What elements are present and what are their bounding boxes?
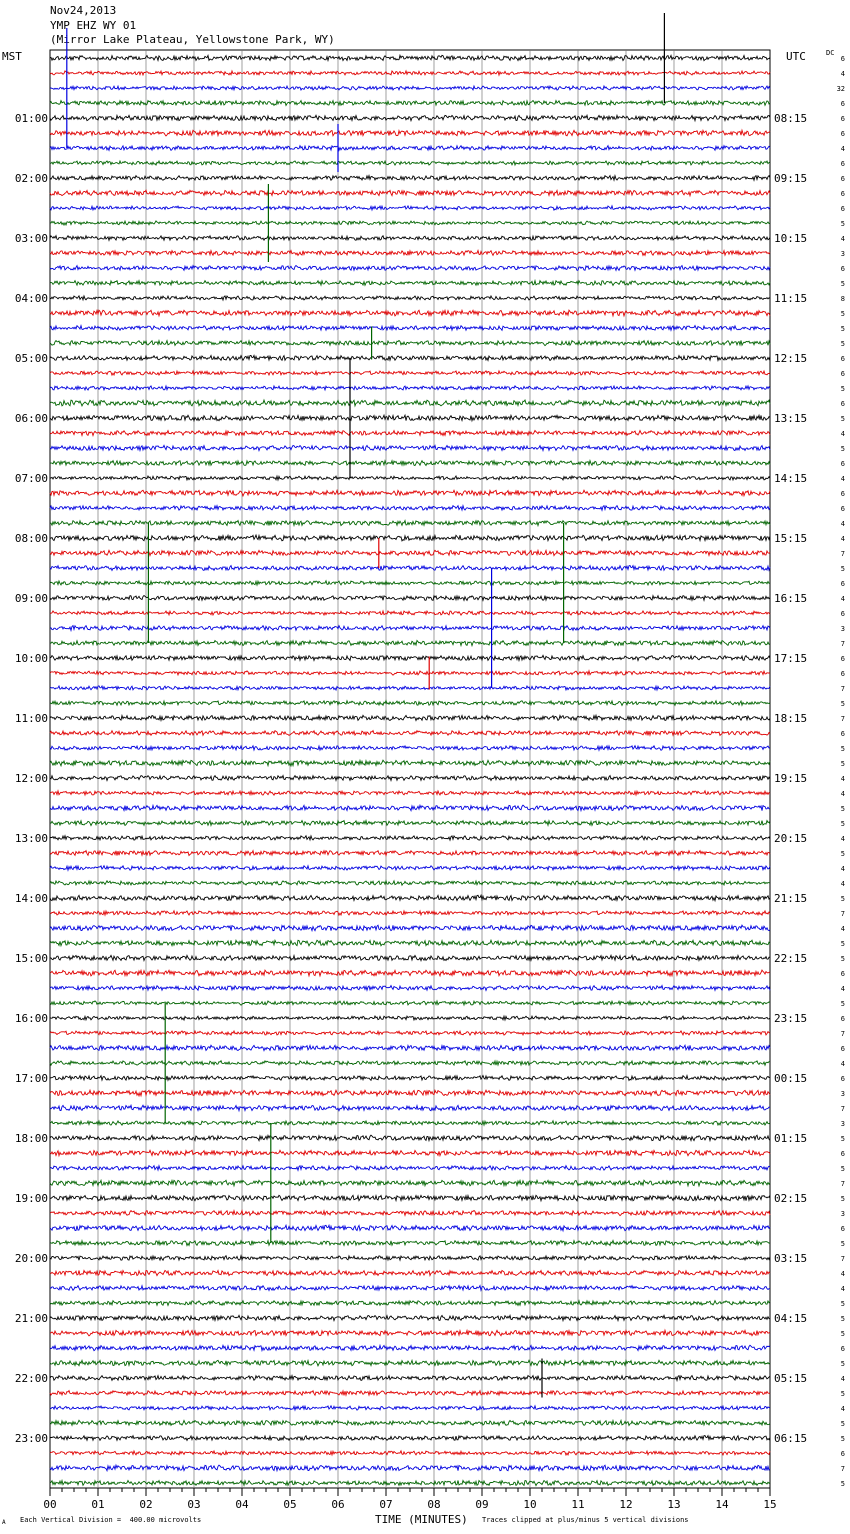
line-value-label: 4 (840, 535, 845, 543)
line-value-label: 6 (840, 610, 845, 618)
seismic-trace (50, 1121, 770, 1125)
seismic-trace (50, 1330, 770, 1336)
line-value-label: 6 (840, 115, 845, 123)
line-value-label: 8 (840, 295, 845, 303)
line-value-label: 5 (840, 340, 845, 348)
seismic-trace (50, 1105, 770, 1110)
seismic-trace (50, 190, 770, 196)
seismic-trace (50, 490, 770, 496)
x-tick-label: 09 (475, 1498, 489, 1511)
left-hour-label: 11:00 (14, 712, 48, 725)
line-value-label: 5 (840, 1000, 845, 1008)
clip-note: Traces clipped at plus/minus 5 vertical divisions (482, 1516, 689, 1524)
x-tick-label: 15 (763, 1498, 777, 1511)
seismic-trace (50, 521, 770, 526)
left-hour-label: 04:00 (14, 292, 48, 305)
line-value-label: 7 (840, 550, 845, 558)
right-hour-label: 10:15 (774, 232, 808, 245)
seismic-trace (50, 326, 770, 331)
right-hour-label: 00:15 (774, 1072, 808, 1085)
grid-layer (50, 50, 770, 1496)
line-value-label: 6 (840, 355, 845, 363)
seismic-trace (50, 940, 770, 946)
left-hour-label: 13:00 (14, 832, 48, 845)
line-value-label: 6 (840, 100, 845, 108)
line-value-label: 5 (840, 445, 845, 453)
right-hour-label: 14:15 (774, 472, 808, 485)
line-value-label: 5 (840, 385, 845, 393)
line-value-label: 4 (840, 235, 845, 243)
seismic-trace (50, 1061, 770, 1066)
seismic-trace (50, 415, 770, 421)
seismic-trace (50, 1180, 770, 1186)
x-tick-label: 11 (571, 1498, 585, 1511)
line-value-label: 6 (840, 1225, 845, 1233)
seismic-trace (50, 550, 770, 555)
line-value-label: 4 (840, 925, 845, 933)
x-tick-label: 08 (427, 1498, 441, 1511)
x-tick-label: 12 (619, 1498, 633, 1511)
line-value-label: 6 (840, 505, 845, 513)
line-value-label: 4 (840, 985, 845, 993)
seismic-trace (50, 1211, 770, 1216)
right-timezone-label: UTC (786, 50, 806, 63)
seismic-trace (50, 1301, 770, 1306)
line-value-label: 7 (840, 1105, 845, 1113)
seismic-trace (50, 671, 770, 675)
line-value-label: 6 (840, 130, 845, 138)
seismic-trace (50, 1286, 770, 1291)
left-hour-label: 02:00 (14, 172, 48, 185)
seismic-trace (50, 1481, 770, 1486)
line-value-label: 5 (840, 955, 845, 963)
line-value-label: 5 (840, 1435, 845, 1443)
seismic-trace (50, 1465, 770, 1471)
line-value-label: 5 (840, 1480, 845, 1488)
line-value-label: 4 (840, 1270, 845, 1278)
line-value-label: 32 (836, 85, 845, 93)
seismic-trace (50, 836, 770, 840)
line-value-label: 4 (840, 595, 845, 603)
left-hour-label: 23:00 (14, 1432, 48, 1445)
seismic-trace (50, 1451, 770, 1455)
seismic-trace (50, 1360, 770, 1366)
right-hour-label: 16:15 (774, 592, 808, 605)
left-hour-label: 09:00 (14, 592, 48, 605)
left-hour-label: 06:00 (14, 412, 48, 425)
left-timezone-label: MST (2, 50, 22, 63)
seismic-trace (50, 371, 770, 375)
line-value-label: 6 (840, 1150, 845, 1158)
x-tick-label: 13 (667, 1498, 681, 1511)
seismic-trace (50, 1135, 770, 1140)
seismic-trace (50, 986, 770, 991)
seismic-trace (50, 911, 770, 915)
seismic-trace (50, 115, 770, 120)
line-value-label: 5 (840, 820, 845, 828)
seismic-trace (50, 760, 770, 766)
line-value-label: 3 (840, 625, 845, 633)
line-value-label: 5 (840, 805, 845, 813)
line-value-label: 7 (840, 1180, 845, 1188)
line-value-label: 5 (840, 760, 845, 768)
left-hour-label: 14:00 (14, 892, 48, 905)
line-value-label: 6 (840, 1075, 845, 1083)
left-hour-label: 22:00 (14, 1372, 48, 1385)
line-value-label: 4 (840, 775, 845, 783)
right-hour-label: 20:15 (774, 832, 808, 845)
seismic-trace (50, 1270, 770, 1275)
seismic-trace (50, 1076, 770, 1081)
line-value-label: 6 (840, 580, 845, 588)
line-value-label: 5 (840, 280, 845, 288)
seismic-trace (50, 776, 770, 781)
seismic-trace (50, 805, 770, 810)
seismic-trace (50, 895, 770, 900)
label-layer (15, 55, 845, 1511)
right-hour-label: 08:15 (774, 112, 808, 125)
seismic-trace (50, 310, 770, 316)
line-value-label: 5 (840, 895, 845, 903)
seismic-trace (50, 296, 770, 300)
seismic-trace (50, 55, 770, 60)
seismic-trace (50, 955, 770, 960)
seismic-trace (50, 146, 770, 151)
line-value-label: 4 (840, 880, 845, 888)
line-value-label: 5 (840, 1300, 845, 1308)
seismic-trace (50, 791, 770, 795)
line-value-label: 4 (840, 1405, 845, 1413)
seismic-trace (50, 611, 770, 615)
x-tick-label: 06 (331, 1498, 345, 1511)
line-value-label: 4 (840, 475, 845, 483)
right-hour-label: 05:15 (774, 1372, 808, 1385)
line-value-label: 4 (840, 145, 845, 153)
line-value-label: 7 (840, 910, 845, 918)
left-hour-label: 01:00 (14, 112, 48, 125)
seismic-trace (50, 1391, 770, 1396)
line-value-label: 5 (840, 220, 845, 228)
trace-layer (50, 55, 770, 1485)
line-value-label: 7 (840, 1465, 845, 1473)
seismic-trace (50, 1225, 770, 1230)
seismic-trace (50, 71, 770, 75)
right-hour-label: 06:15 (774, 1432, 808, 1445)
seismic-trace (50, 445, 770, 450)
dc-label: DC (826, 49, 835, 57)
seismic-trace (50, 1031, 770, 1035)
line-value-label: 5 (840, 310, 845, 318)
station-code: YMP EHZ WY 01 (50, 18, 137, 32)
left-hour-label: 10:00 (14, 652, 48, 665)
x-tick-label: 03 (187, 1498, 201, 1511)
line-value-label: 4 (840, 835, 845, 843)
line-value-label: 4 (840, 1060, 845, 1068)
right-hour-label: 18:15 (774, 712, 808, 725)
right-hour-label: 22:15 (774, 952, 808, 965)
seismic-trace (50, 655, 770, 660)
line-value-label: 6 (840, 970, 845, 978)
seismic-trace (50, 101, 770, 106)
seismic-trace (50, 626, 770, 631)
right-hour-label: 01:15 (774, 1132, 808, 1145)
seismic-trace (50, 1045, 770, 1050)
seismic-trace (50, 281, 770, 286)
footer-mark: A (2, 1519, 6, 1526)
right-hour-label: 13:15 (774, 412, 808, 425)
line-value-label: 5 (840, 700, 845, 708)
left-hour-label: 16:00 (14, 1012, 48, 1025)
seismic-trace (50, 866, 770, 871)
x-tick-label: 04 (235, 1498, 249, 1511)
line-value-label: 5 (840, 1420, 845, 1428)
left-hour-label: 07:00 (14, 472, 48, 485)
seismic-trace (50, 1376, 770, 1381)
line-value-label: 7 (840, 1030, 845, 1038)
left-hour-label: 18:00 (14, 1132, 48, 1145)
x-tick-label: 01 (91, 1498, 105, 1511)
line-value-label: 6 (840, 370, 845, 378)
line-value-label: 5 (840, 415, 845, 423)
seismic-trace (50, 251, 770, 256)
seismic-trace (50, 731, 770, 736)
x-tick-label: 02 (139, 1498, 153, 1511)
seismic-trace (50, 1166, 770, 1171)
record-date: Nov24,2013 (50, 4, 117, 17)
seismic-trace (50, 686, 770, 690)
seismic-trace (50, 176, 770, 181)
scale-note: Each Vertical Division = 400.00 microvolts (20, 1516, 202, 1524)
line-value-label: 6 (840, 265, 845, 273)
line-value-label: 3 (840, 1210, 845, 1218)
line-value-label: 4 (840, 1285, 845, 1293)
seismic-trace (50, 581, 770, 585)
left-hour-label: 17:00 (14, 1072, 48, 1085)
line-value-label: 4 (840, 865, 845, 873)
line-value-label: 7 (840, 1255, 845, 1263)
left-hour-label: 20:00 (14, 1252, 48, 1265)
line-value-label: 5 (840, 1330, 845, 1338)
right-hour-label: 21:15 (774, 892, 808, 905)
seismic-trace (50, 266, 770, 271)
right-hour-label: 09:15 (774, 172, 808, 185)
station-location: (Mirror Lake Plateau, Yellowstone Park, WY) (50, 33, 335, 46)
right-hour-label: 17:15 (774, 652, 808, 665)
line-value-label: 6 (840, 400, 845, 408)
seismic-trace (50, 1001, 770, 1005)
seismic-trace (50, 641, 770, 646)
right-hour-label: 15:15 (774, 532, 808, 545)
left-hour-label: 05:00 (14, 352, 48, 365)
line-value-label: 6 (840, 730, 845, 738)
right-hour-label: 12:15 (774, 352, 808, 365)
seismic-trace (50, 1016, 770, 1020)
spike-layer (67, 13, 665, 1398)
seismic-trace (50, 236, 770, 241)
line-value-label: 5 (840, 1195, 845, 1203)
line-value-label: 5 (840, 1315, 845, 1323)
line-value-label: 7 (840, 640, 845, 648)
line-value-label: 6 (840, 190, 845, 198)
seismic-trace (50, 1241, 770, 1246)
seismic-trace (50, 341, 770, 346)
left-hour-label: 15:00 (14, 952, 48, 965)
line-value-label: 7 (840, 685, 845, 693)
line-value-label: 5 (840, 565, 845, 573)
line-value-label: 3 (840, 1090, 845, 1098)
seismic-trace (50, 461, 770, 466)
seismic-trace (50, 400, 770, 406)
line-value-label: 6 (840, 1345, 845, 1353)
right-hour-label: 04:15 (774, 1312, 808, 1325)
seismic-trace (50, 715, 770, 720)
seismic-trace (50, 881, 770, 886)
line-value-label: 6 (840, 1450, 845, 1458)
seismic-trace (50, 566, 770, 571)
seismic-trace (50, 596, 770, 601)
x-tick-label: 05 (283, 1498, 297, 1511)
seismic-trace (50, 86, 770, 90)
line-value-label: 5 (840, 1135, 845, 1143)
line-value-label: 6 (840, 160, 845, 168)
seismic-trace (50, 701, 770, 706)
line-value-label: 6 (840, 55, 845, 63)
line-value-label: 6 (840, 490, 845, 498)
line-value-label: 5 (840, 1360, 845, 1368)
right-hour-label: 23:15 (774, 1012, 808, 1025)
left-hour-label: 08:00 (14, 532, 48, 545)
left-hour-label: 12:00 (14, 772, 48, 785)
line-value-label: 6 (840, 1015, 845, 1023)
line-value-label: 4 (840, 70, 845, 78)
line-value-label: 5 (840, 940, 845, 948)
line-value-label: 7 (840, 715, 845, 723)
line-value-label: 6 (840, 460, 845, 468)
line-value-label: 5 (840, 850, 845, 858)
seismic-trace (50, 1436, 770, 1441)
line-value-label: 4 (840, 1375, 845, 1383)
line-value-label: 3 (840, 250, 845, 258)
right-hour-label: 11:15 (774, 292, 808, 305)
line-value-label: 6 (840, 205, 845, 213)
seismic-trace (50, 1315, 770, 1320)
seismic-trace (50, 221, 770, 225)
line-value-label: 5 (840, 1240, 845, 1248)
line-value-label: 4 (840, 520, 845, 528)
seismic-trace (50, 476, 770, 480)
seismic-trace (50, 1195, 770, 1201)
line-value-label: 5 (840, 745, 845, 753)
seismic-trace (50, 1406, 770, 1410)
line-value-label: 6 (840, 655, 845, 663)
line-value-label: 5 (840, 325, 845, 333)
line-value-label: 6 (840, 1045, 845, 1053)
right-hour-label: 19:15 (774, 772, 808, 785)
seismic-trace (50, 1345, 770, 1350)
line-value-label: 3 (840, 1120, 845, 1128)
x-tick-label: 07 (379, 1498, 393, 1511)
seismic-trace (50, 746, 770, 751)
seismic-trace (50, 925, 770, 931)
left-hour-label: 03:00 (14, 232, 48, 245)
seismic-trace (50, 821, 770, 826)
seismic-trace (50, 130, 770, 136)
x-axis-label: TIME (MINUTES) (375, 1513, 468, 1526)
seismic-trace (50, 851, 770, 856)
seismic-trace (50, 206, 770, 210)
seismic-trace (50, 431, 770, 436)
seismic-trace (50, 1090, 770, 1096)
x-tick-label: 00 (43, 1498, 57, 1511)
right-hour-label: 02:15 (774, 1192, 808, 1205)
right-hour-label: 03:15 (774, 1252, 808, 1265)
seismic-trace (50, 535, 770, 541)
line-value-label: 4 (840, 790, 845, 798)
seismic-trace (50, 161, 770, 165)
line-value-label: 5 (840, 1165, 845, 1173)
x-tick-label: 14 (715, 1498, 729, 1511)
seismic-trace (50, 356, 770, 361)
left-hour-label: 21:00 (14, 1312, 48, 1325)
x-tick-label: 10 (523, 1498, 537, 1511)
seismic-trace (50, 1256, 770, 1261)
left-hour-label: 19:00 (14, 1192, 48, 1205)
line-value-label: 6 (840, 175, 845, 183)
seismic-trace (50, 1420, 770, 1425)
line-value-label: 4 (840, 430, 845, 438)
seismic-trace (50, 506, 770, 511)
seismic-trace (50, 386, 770, 390)
seismic-trace (50, 1150, 770, 1155)
seismic-trace (50, 970, 770, 976)
line-value-label: 5 (840, 1390, 845, 1398)
line-value-label: 6 (840, 670, 845, 678)
